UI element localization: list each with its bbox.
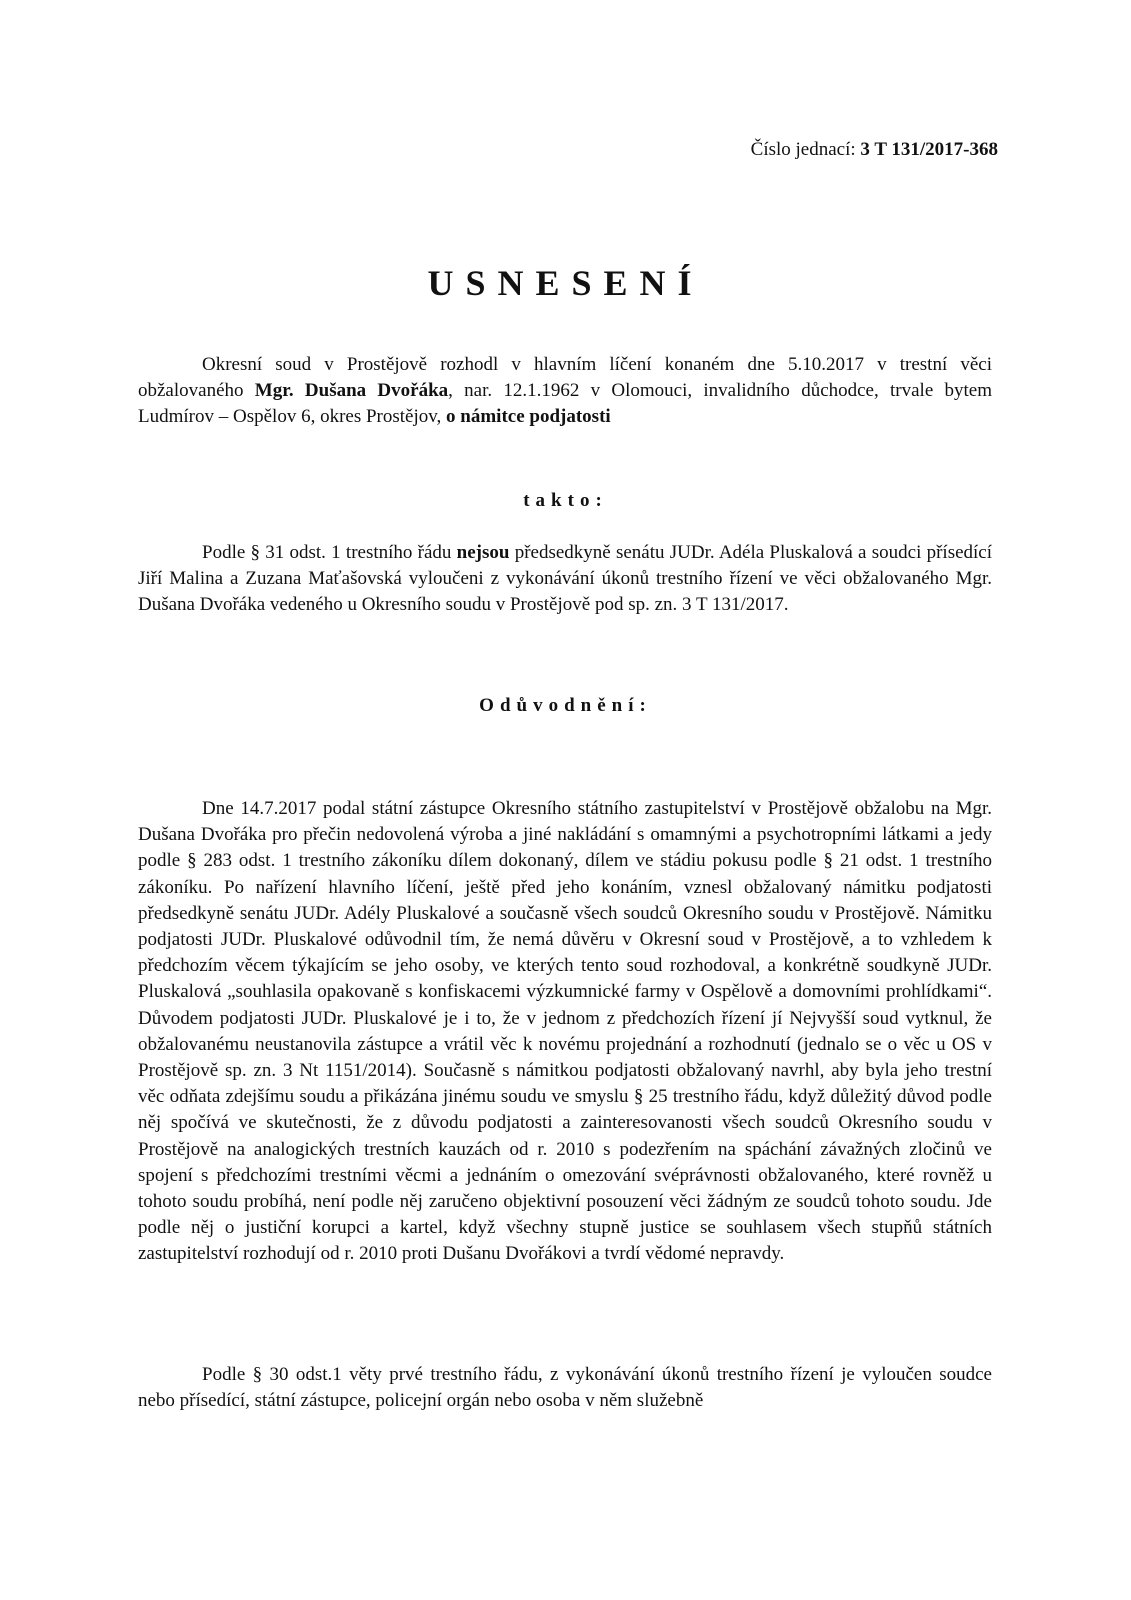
verdict-text-2: předsedkyně senátu JUDr. Adéla Pluskalová a soudci přísedící Jiří Malina a Zuzana Maťašovská vyloučeni z vykonávání úkonů trestního řízení ve věci obžalovaného Mgr. Dušana Dvořáka vedeného u Okresního soudu v Prostějově pod sp. zn. 3 T 131/2017. xyxy=(138,542,993,616)
case-reference xyxy=(751,138,998,162)
law-paragraph xyxy=(138,1362,992,1414)
verdict-text-1: Podle § 31 odst. 1 trestního řádu xyxy=(202,542,457,563)
reasoning-paragraph xyxy=(138,796,992,1268)
intro-text-2: , nar. 12.1.1962 v Olomouci, invalidního důchodce, trvale bytem Ludmírov – Ospělov 6, okres Prostějov, xyxy=(138,380,993,428)
decision-subject: o námitce podjatosti xyxy=(446,406,611,428)
verdict-paragraph xyxy=(138,540,992,619)
intro-paragraph xyxy=(138,352,992,431)
law-text: Podle § 30 odst.1 věty prvé trestního řádu, z vykonávání úkonů trestního řízení je vyloučen soudce nebo přísedící, státní zástupce, policejní orgán nebo osoba v něm služebně xyxy=(138,1364,992,1412)
intro-text-1: Okresní soud v Prostějově rozhodl v hlavním líčení konaném dne 5.10.2017 v trestní věci obžalovaného xyxy=(138,354,992,402)
case-reference-label: Číslo jednací: xyxy=(750,139,856,160)
heading-takto: takto: xyxy=(523,490,608,511)
document-title: USNESENÍ xyxy=(427,263,704,303)
defendant-name: Mgr. Dušana Dvořáka xyxy=(254,380,449,402)
reasoning-text: Dne 14.7.2017 podal státní zástupce Okresního státního zastupitelství v Prostějově obžalobu na Mgr. Dušana Dvořáka pro přečin nedovolená výroba a jiné nakládání s omamnými a psychotropními látkami a jedy podle § 283 odst. 1 trestního zákoníku dílem dokonaný, dílem ve stádiu pokusu podle § 21 odst. 1 trestního zákoníku. Po nařízení hlavního líčení, ještě před jeho konáním, vznesl obžalovaný námitku podjatosti předsedkyně senátu JUDr. Adély Pluskalové a současně všech soudců Okresního soudu v Prostějově. Námitku podjatosti JUDr. Pluskalové odůvodnil tím, že nemá důvěru v Okresní soud v Prostějově, a to vzhledem k předchozím věcem týkajícím se jeho osoby, ve kterých tento soud rozhodoval, a konkrétně soudkyně JUDr. Pluskalová „souhlasila opakovaně s konfiskacemi výzkumnické farmy v Ospělově a domovními prohlídkami“. Důvodem podjatosti JUDr. Pluskalové je i to, že v jednom z předchozích řízení jí Nejvyšší soud vytknul, že obžalovanému neustanovila zástupce a vrátil věc k novému projednání a rozhodnutí (jednalo se o věc u OS v Prostějově sp. zn. 3 Nt 1151/2014). Současně s námitkou podjatosti obžalovaný navrhl, aby byla jeho trestní věc odňata zdejšímu soudu a přikázána jinému soudu ve smyslu § 25 trestního řádu, když důležitý důvod podle něj spočívá ve skutečnosti, že z důvodu podjatosti a zainteresovanosti všech soudců Okresního soudu v Prostějově na analogických trestních kauzách od r. 2010 s podezřením na spáchání závažných zločinů ve spojení s předchozími trestními věcmi a jednáním o omezování svéprávnosti obžalovaného, které rovněž u tohoto soudu probíhá, není podle něj zaručeno objektivní posouzení věci žádným ze soudců tohoto soudu. Jde podle něj o justiční korupci a kartel, když všechny stupně justice se souhlasem všech stupňů státních zastupitelství rozhodují od r. 2010 proti Dušanu Dvořákovi a tvrdí vědomé nepravdy. xyxy=(138,798,992,1265)
case-reference-number: 3 T 131/2017-368 xyxy=(860,139,998,160)
heading-reasoning: Odůvodnění: xyxy=(479,695,652,716)
verdict-emphasis: nejsou xyxy=(456,542,510,563)
